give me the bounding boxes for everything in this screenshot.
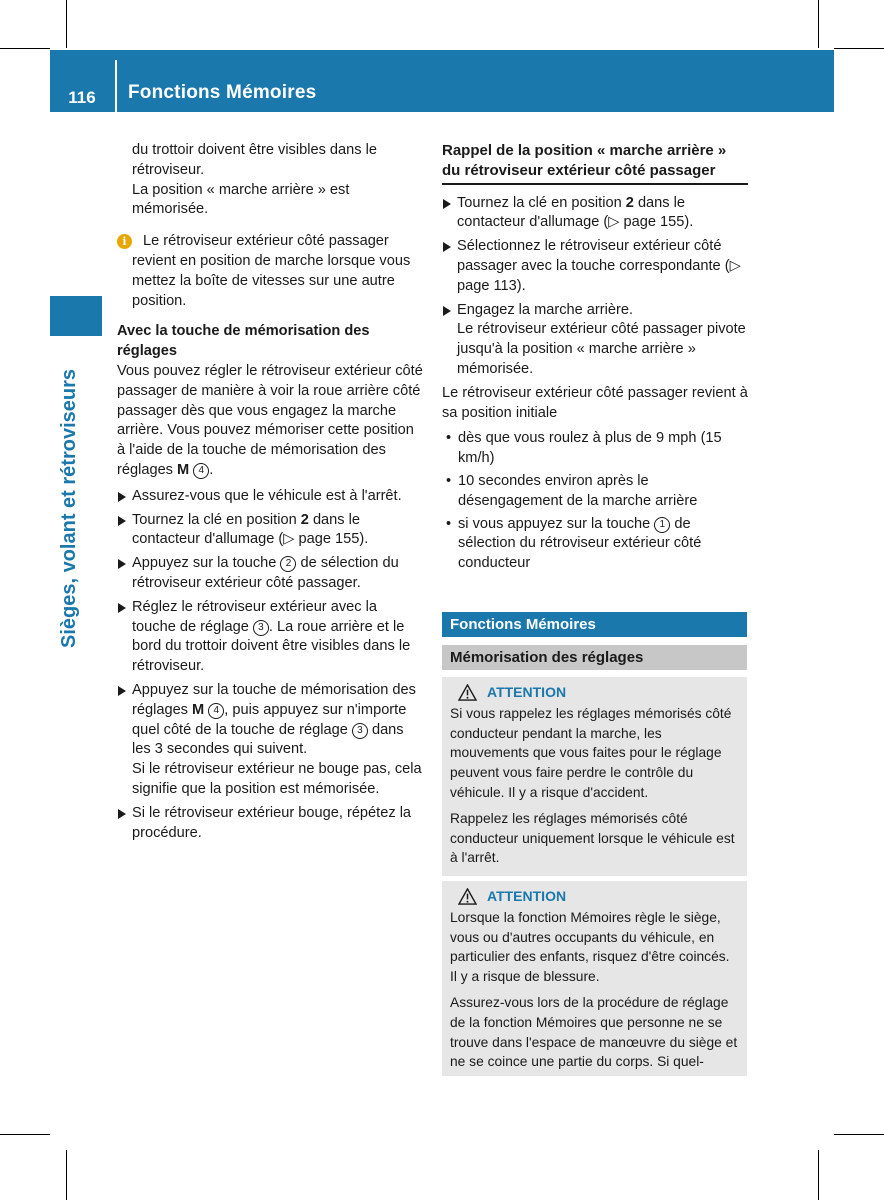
list-item-text: de sélection du rétroviseur extérieur côté conducteur xyxy=(458,515,702,572)
warning-text: Lorsque la fonction Mémoires règle le siège, vous ou d'autres occupants du véhicule, en particulier des enfants, risquez d'être coincés. Il y a risque de blessure. xyxy=(450,909,730,985)
instruction-step xyxy=(442,194,748,234)
list-item xyxy=(442,472,748,512)
arrow-bullet-icon xyxy=(443,242,451,252)
list-item xyxy=(442,515,748,574)
instruction-step xyxy=(117,511,423,551)
warning-text: Si vous rappelez les réglages mémorisés côté conducteur pendant la marche, les mouvements que vous faites pour le réglage peuvent vous faire perdre le contrôle du véhicule. Il y a risque d'accident. xyxy=(450,705,732,800)
arrow-bullet-icon xyxy=(118,603,126,613)
step-result: Si le rétroviseur extérieur ne bouge pas, cela signifie que la position est mémorisée. xyxy=(132,761,422,797)
callout-number: 2 xyxy=(280,556,296,572)
warning-header xyxy=(450,887,740,907)
section-heading: Avec la touche de mémorisation des réglages xyxy=(117,323,370,360)
step-text: Appuyez sur la touche de mémorisation des réglages xyxy=(132,681,416,718)
callout-number: 4 xyxy=(193,463,209,479)
page-number: 116 xyxy=(68,88,96,107)
info-note xyxy=(117,232,423,311)
instruction-step xyxy=(117,804,423,844)
continued-text: du trottoir doivent être visibles dans le rétroviseur. xyxy=(132,142,377,178)
instruction-step xyxy=(117,681,423,800)
warning-title: ATTENTION xyxy=(487,684,567,700)
side-tab-label: Sièges, volant et rétroviseurs xyxy=(58,368,80,648)
bullet-dot-icon: • xyxy=(446,430,452,447)
crop-mark xyxy=(818,1150,819,1200)
bullet-dot-icon: • xyxy=(446,472,452,489)
instruction-step xyxy=(117,598,423,677)
bullet-dot-icon: • xyxy=(446,515,452,532)
warning-header xyxy=(450,683,740,703)
warning-text: Rappelez les réglages mémorisés côté conducteur uniquement lorsque le véhicule est à l'arrêt. xyxy=(450,810,735,866)
subsection-heading: Rappel de la position « marche arrière » du rétroviseur extérieur côté passager xyxy=(442,141,748,185)
warning-box xyxy=(442,881,747,1076)
crop-mark xyxy=(0,48,50,49)
callout-number: 1 xyxy=(654,517,670,533)
step-text: Sélectionnez le rétroviseur extérieur côté passager avec la touche correspondante (▷ page 113). xyxy=(457,238,741,294)
instruction-step xyxy=(442,301,748,380)
step-text: dans le contacteur d'allumage (▷ page 155). xyxy=(457,194,694,231)
paragraph: Le rétroviseur extérieur côté passager revient à sa position initiale xyxy=(442,384,748,421)
warning-box xyxy=(442,677,747,876)
callout-number: 4 xyxy=(208,703,224,719)
step-text: Tournez la clé en position xyxy=(132,511,297,528)
header-divider xyxy=(115,60,117,112)
section-title-bar: Fonctions Mémoires xyxy=(442,612,747,637)
arrow-bullet-icon xyxy=(118,559,126,569)
step-text: dans le contacteur d'allumage (▷ page 155). xyxy=(132,511,369,548)
right-column xyxy=(442,141,748,577)
warning-triangle-icon xyxy=(458,888,477,905)
step-text: Réglez le rétroviseur extérieur avec la touche de réglage xyxy=(132,598,377,635)
step-text: . La roue arrière et le bord du trottoir doivent être visibles dans le rétroviseur. xyxy=(132,618,411,675)
list-item-text: si vous appuyez sur la touche xyxy=(458,515,651,532)
info-icon: i xyxy=(117,234,132,249)
arrow-bullet-icon xyxy=(118,809,126,819)
instruction-step xyxy=(442,237,748,296)
instruction-step xyxy=(117,554,423,594)
arrow-bullet-icon xyxy=(118,686,126,696)
list-item xyxy=(442,429,748,469)
warning-text: Assurez-vous lors de la procédure de réglage de la fonction Mémoires que personne ne se trouve dans l'espace de manœuvre du siège et ne se coince une partie du corps. Si quel- xyxy=(450,994,738,1070)
step-text: de sélection du rétroviseur extérieur côté passager. xyxy=(132,555,399,591)
step-text: Tournez la clé en position xyxy=(457,194,622,211)
intro-paragraph: Vous pouvez régler le rétroviseur extérieur côté passager de manière à voir la roue arrière côté passager dès que vous engagez la marche arrière. Vous pouvez mémoriser cette position à l'aide de la touche de mémorisation des réglages M 4 . xyxy=(117,362,423,478)
crop-mark xyxy=(834,1134,884,1135)
step-text: Engagez la marche arrière. xyxy=(457,301,634,318)
left-column xyxy=(117,141,423,847)
step-text: Assurez-vous que le véhicule est à l'arrêt. xyxy=(132,487,402,504)
arrow-bullet-icon xyxy=(118,492,126,502)
list-item-text: 10 secondes environ après le désengagement de la marche arrière xyxy=(458,472,698,509)
step-text: , puis appuyez sur n'importe quel côté de la touche de réglage xyxy=(132,701,407,738)
crop-mark xyxy=(0,1134,50,1135)
arrow-bullet-icon xyxy=(118,516,126,526)
warning-triangle-icon xyxy=(458,684,477,701)
callout-number: 3 xyxy=(253,620,269,636)
instruction-step xyxy=(117,487,423,507)
arrow-bullet-icon xyxy=(443,306,451,316)
callout-number: 3 xyxy=(352,723,368,739)
continued-result: La position « marche arrière » est mémorisée. xyxy=(132,181,350,218)
warning-title: ATTENTION xyxy=(487,888,567,904)
memory-key-label: M xyxy=(192,701,205,718)
step-result: Le rétroviseur extérieur côté passager pivote jusqu'à la position « marche arrière » mémorisée. xyxy=(457,321,746,377)
key-position: 2 xyxy=(300,511,309,528)
subsection-title-bar: Mémorisation des réglages xyxy=(442,645,747,670)
step-text: dans les 3 secondes qui suivent. xyxy=(132,721,404,758)
step-text: Appuyez sur la touche xyxy=(132,555,277,572)
memory-key-label: M xyxy=(177,461,190,478)
crop-mark xyxy=(66,1150,67,1200)
crop-mark xyxy=(834,48,884,49)
side-tab-marker xyxy=(50,296,102,336)
arrow-bullet-icon xyxy=(443,199,451,209)
key-position: 2 xyxy=(625,194,634,211)
list-item-text: dès que vous roulez à plus de 9 mph (15 km/h) xyxy=(458,430,722,467)
crop-mark xyxy=(66,0,67,48)
page-title: Fonctions Mémoires xyxy=(128,82,317,103)
crop-mark xyxy=(818,0,819,48)
step-text: Si le rétroviseur extérieur bouge, répétez la procédure. xyxy=(132,804,412,841)
intro-text: Vous pouvez régler le rétroviseur extérieur côté passager de manière à voir la roue arrière côté passager dès que vous engagez la marche arrière. Vous pouvez mémoriser cette position à l'aide de la touche de mémorisation des réglages xyxy=(117,362,423,478)
info-note-text: Le rétroviseur extérieur côté passager revient en position de marche lorsque vous mettez la boîte de vitesses sur une autre position. xyxy=(132,233,411,309)
